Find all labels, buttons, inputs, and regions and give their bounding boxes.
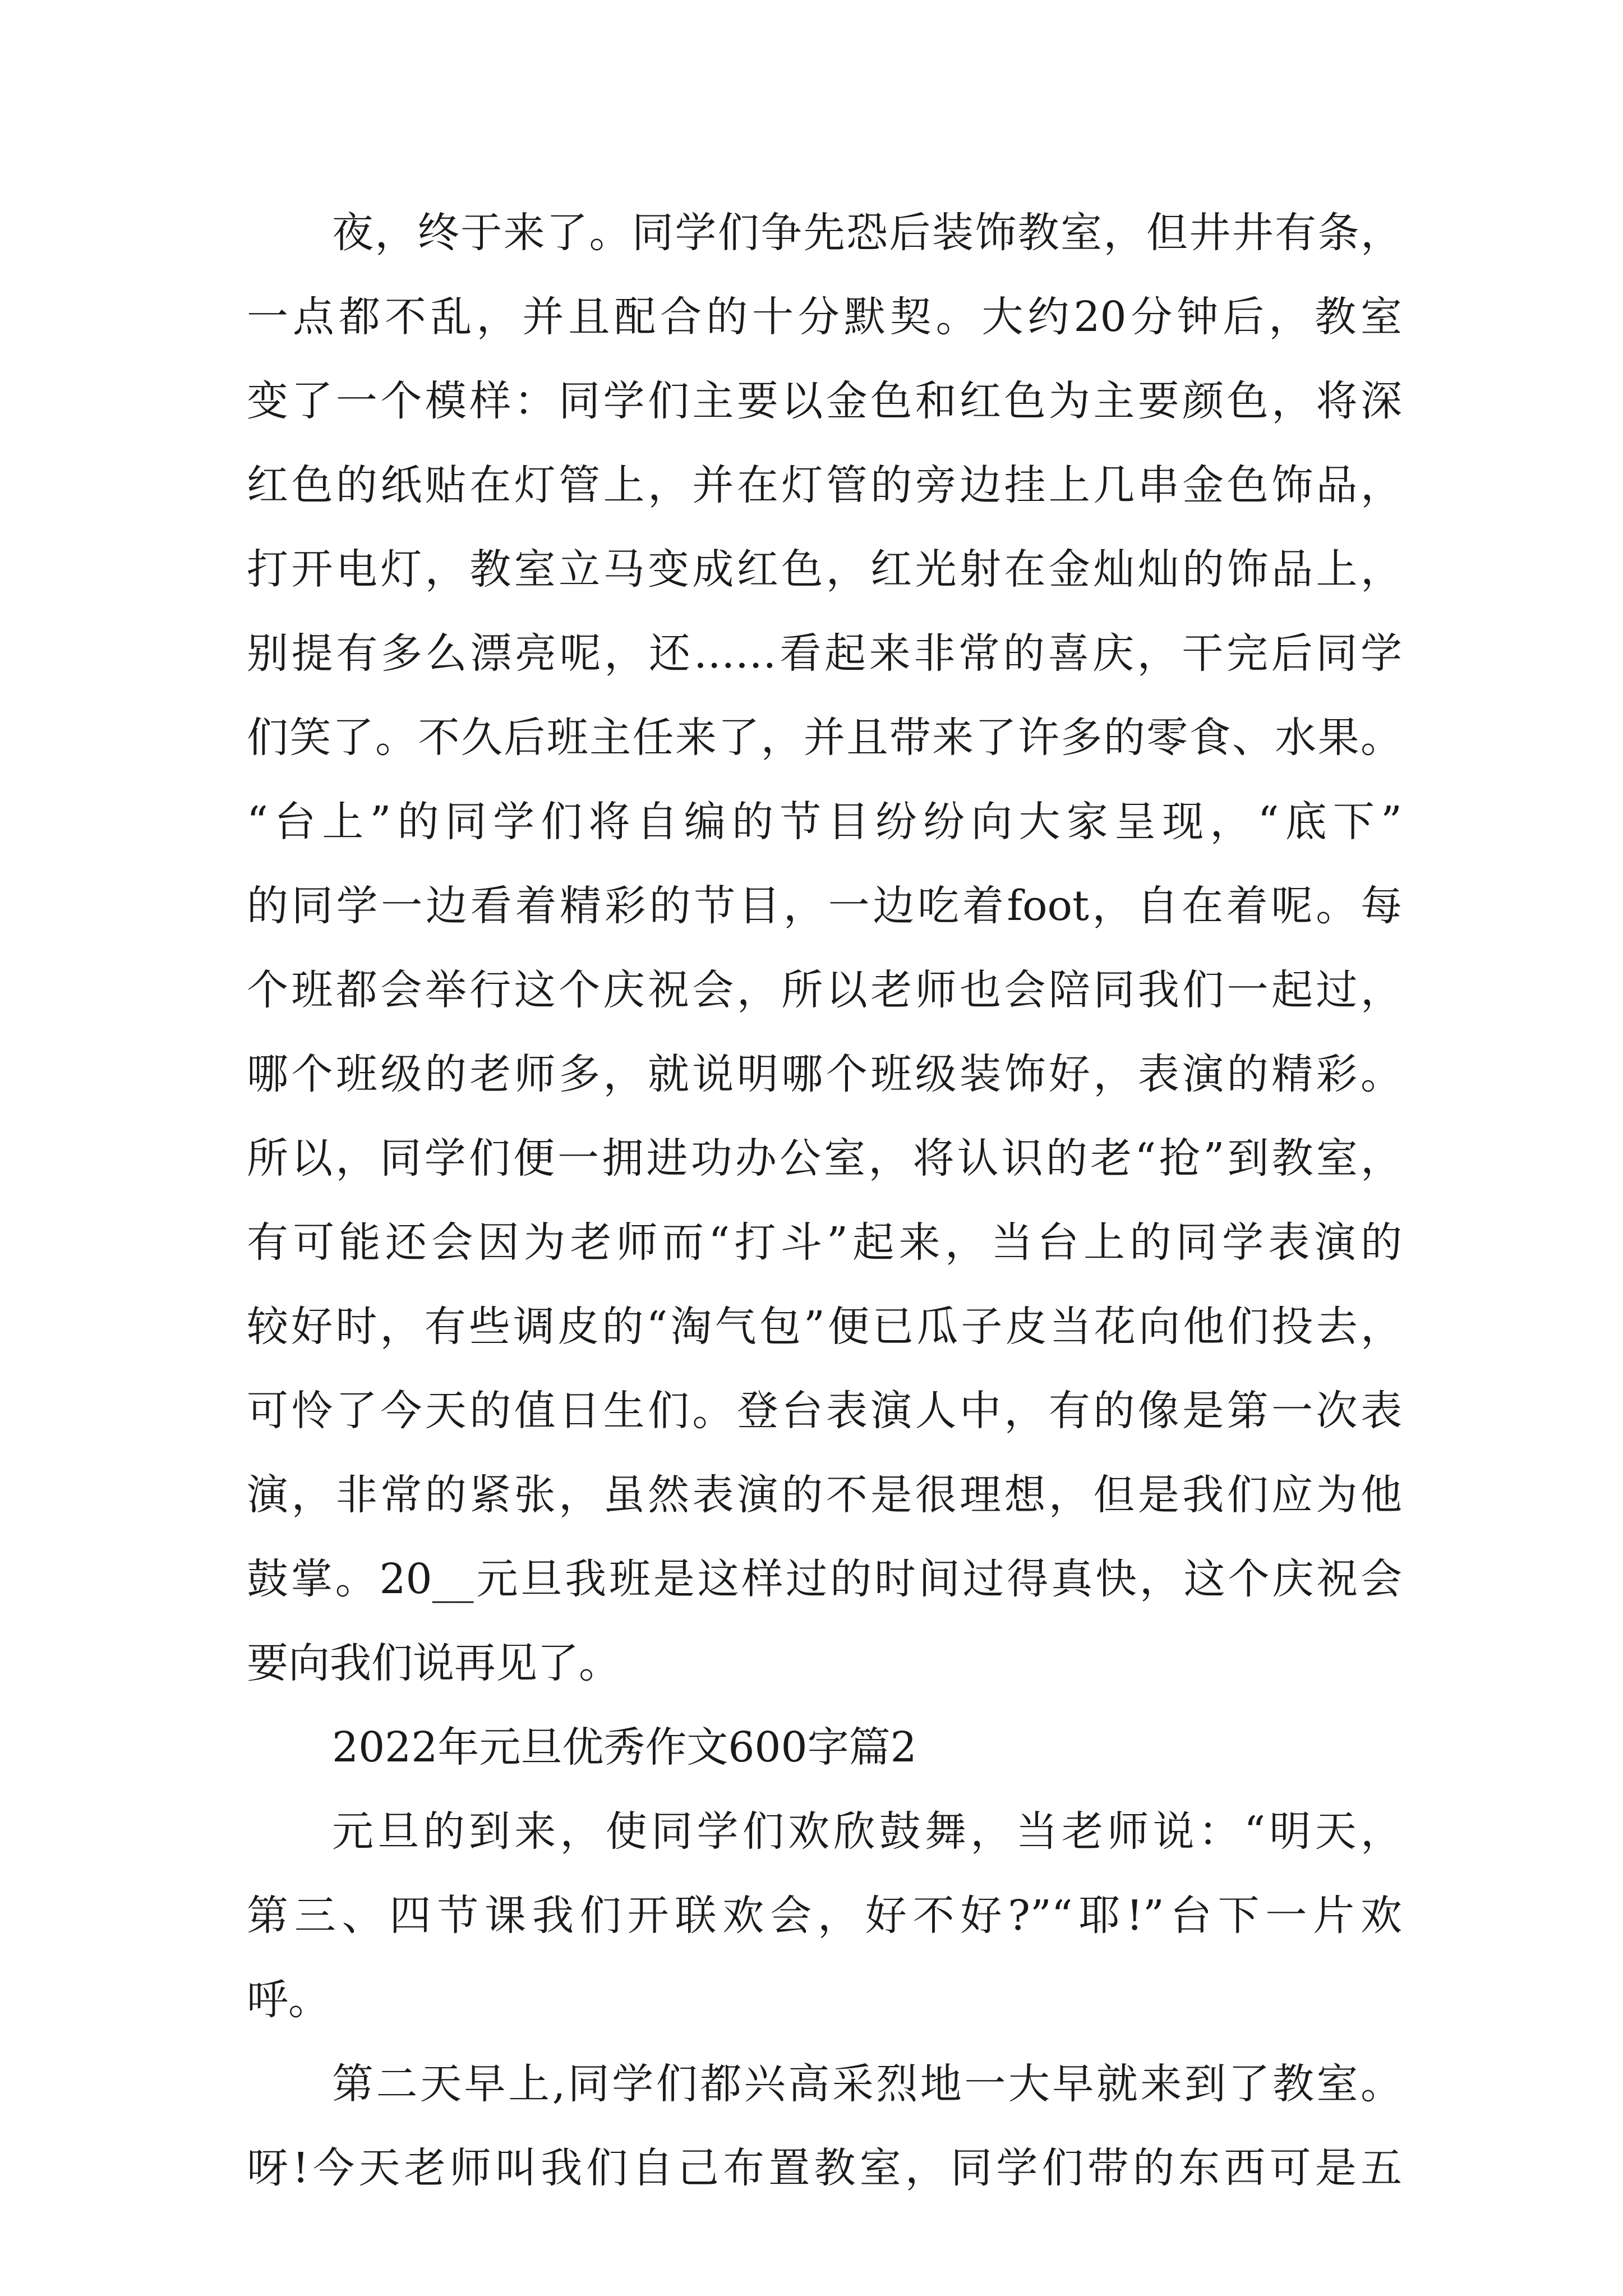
text-line: 的同学一边看着精彩的节目，一边吃着foot，自在着呢。每 [247,882,1402,930]
text-line: “台上”的同学们将自编的节目纷纷向大家呈现，“底下” [247,798,1402,846]
text-line: 打开电灯，教室立马变成红色，红光射在金灿灿的饰品上， [247,545,1402,593]
document-body [247,191,1402,2210]
text-line: 一点都不乱，并且配合的十分默契。大约20分钟后，教室 [247,293,1402,341]
text-line: 们笑了。不久后班主任来了，并且带来了许多的零食、水果。 [247,714,1402,762]
text-line: 夜，终于来了。同学们争先恐后装饰教室，但井井有条， [332,209,1402,257]
paragraph-3 [247,2042,1402,2210]
text-line: 鼓掌。20__元旦我班是这样过的时间过得真快，这个庆祝会 [247,1555,1402,1603]
text-line: 变了一个模样：同学们主要以金色和红色为主要颜色，将深 [247,377,1402,425]
text-line: 元旦的到来，使同学们欢欣鼓舞，当老师说：“明天， [332,1807,1402,1856]
text-line: 较好时，有些调皮的“淘气包”便已瓜子皮当花向他们投去， [247,1303,1402,1351]
text-line: 第三、四节课我们开联欢会，好不好?”“耶!”台下一片欢 [247,1892,1402,1940]
text-line: 红色的纸贴在灯管上，并在灯管的旁边挂上几串金色饰品， [247,461,1402,509]
text-line: 演，非常的紧张，虽然表演的不是很理想，但是我们应为他 [247,1471,1402,1519]
paragraph-1 [247,191,1402,1705]
text-line: 个班都会举行这个庆祝会，所以老师也会陪同我们一起过， [247,966,1402,1014]
text-line: 呀!今天老师叫我们自己布置教室，同学们带的东西可是五 [247,2144,1402,2192]
text-line: 有可能还会因为老师而“打斗”起来，当台上的同学表演的 [247,1218,1402,1267]
section-heading: 2022年元旦优秀作文600字篇2 [332,1723,917,1772]
text-line: 呼。 [247,1976,330,2024]
text-line: 所以，同学们便一拥进功办公室，将认识的老“抢”到教室， [247,1134,1402,1182]
text-line: 要向我们说再见了。 [247,1639,620,1687]
paragraph-2 [247,1789,1402,2042]
text-line: 别提有多么漂亮呢，还……看起来非常的喜庆，干完后同学 [247,629,1402,678]
text-line: 哪个班级的老师多，就说明哪个班级装饰好，表演的精彩。 [247,1050,1402,1098]
text-line: 第二天早上,同学们都兴高采烈地一大早就来到了教室。 [332,2060,1402,2108]
text-line: 可怜了今天的值日生们。登台表演人中，有的像是第一次表 [247,1387,1402,1435]
